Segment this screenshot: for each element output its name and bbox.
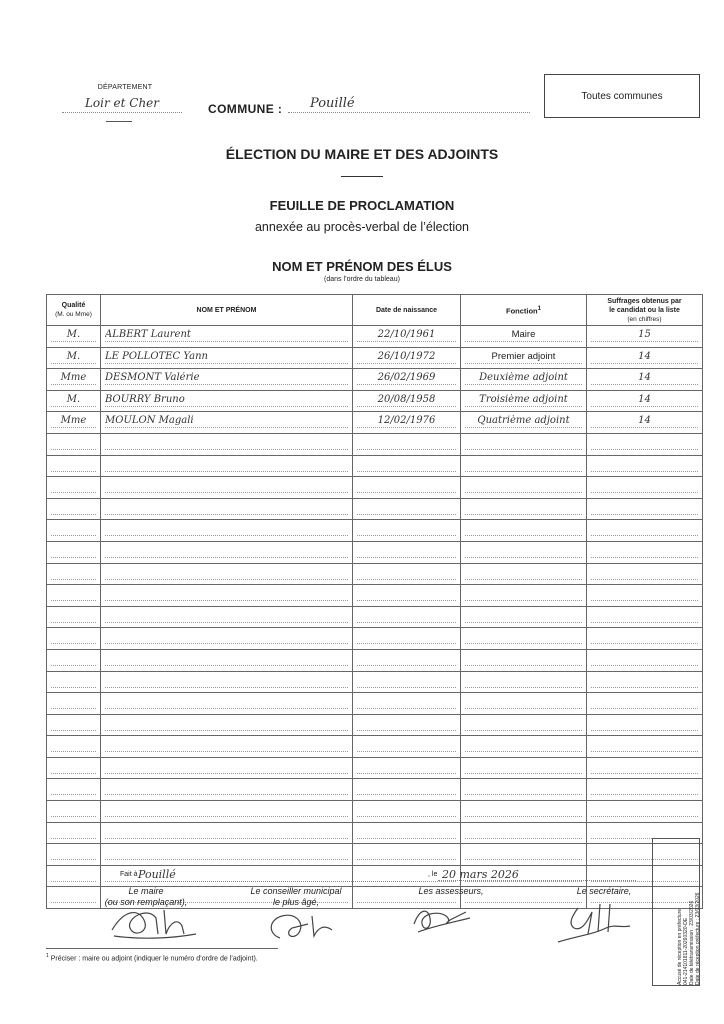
cell-fonction <box>461 455 587 477</box>
cell-nom-value: DESMONT Valérie <box>105 372 348 385</box>
cell-naissance <box>353 606 461 628</box>
cell-suffrages <box>587 606 703 628</box>
table-row <box>47 455 703 477</box>
table-row <box>47 433 703 455</box>
cell-fonction <box>461 477 587 499</box>
cell-nom-value: MOULON Magali <box>105 415 348 428</box>
table-row <box>47 844 703 866</box>
cell-qualite-value: Mme <box>51 415 96 428</box>
fait-place: Pouillé <box>138 868 428 882</box>
cell-nom <box>101 757 353 779</box>
cell-fonction <box>461 412 587 434</box>
cell-qualite <box>47 585 101 607</box>
cell-qualite <box>47 520 101 542</box>
cell-nom <box>101 433 353 455</box>
cell-qualite <box>47 347 101 369</box>
header-naissance: Date de naissance <box>353 295 461 326</box>
departement-value: Loir et Cher <box>62 96 182 113</box>
cell-fonction <box>461 844 587 866</box>
cell-nom <box>101 326 353 348</box>
elus-table <box>46 294 703 909</box>
date-label: , le <box>428 871 438 878</box>
cell-fonction <box>461 541 587 563</box>
cell-suffrages <box>587 369 703 391</box>
cell-nom <box>101 585 353 607</box>
table-row <box>47 606 703 628</box>
cell-fonction <box>461 649 587 671</box>
header-fonction: Fonction$^1$ <box>461 295 587 326</box>
cell-nom <box>101 563 353 585</box>
cell-naissance <box>353 520 461 542</box>
secretaire-label: Le secrétaire, <box>576 886 632 896</box>
cell-naissance-value: 12/02/1976 <box>357 415 456 428</box>
cell-naissance <box>353 326 461 348</box>
cell-fonction <box>461 585 587 607</box>
cell-naissance <box>353 736 461 758</box>
cell-naissance <box>353 412 461 434</box>
cell-qualite-value: M. <box>51 351 96 364</box>
cell-naissance <box>353 563 461 585</box>
table-row <box>47 585 703 607</box>
table-row <box>47 563 703 585</box>
cell-fonction <box>461 736 587 758</box>
cell-qualite <box>47 628 101 650</box>
conseiller-signature <box>262 904 346 946</box>
fait-date: 20 mars 2026 <box>438 868 636 881</box>
cell-qualite <box>47 390 101 412</box>
commune-label: COMMUNE : <box>208 102 283 116</box>
cell-suffrages <box>587 757 703 779</box>
cell-naissance <box>353 757 461 779</box>
reception-stamp <box>652 838 700 986</box>
cell-naissance <box>353 671 461 693</box>
cell-naissance <box>353 779 461 801</box>
cell-nom-value: ALBERT Laurent <box>105 329 348 342</box>
cell-fonction <box>461 326 587 348</box>
cell-fonction <box>461 714 587 736</box>
cell-qualite <box>47 736 101 758</box>
cell-qualite-value: M. <box>51 394 96 407</box>
cell-suffrages <box>587 649 703 671</box>
table-row <box>47 412 703 434</box>
cell-nom <box>101 736 353 758</box>
cell-naissance <box>353 628 461 650</box>
cell-nom <box>101 412 353 434</box>
cell-suffrages <box>587 477 703 499</box>
cell-fonction-value: Deuxième adjoint <box>465 372 582 385</box>
cell-suffrages <box>587 455 703 477</box>
cell-nom <box>101 822 353 844</box>
cell-naissance <box>353 455 461 477</box>
cell-fonction <box>461 498 587 520</box>
cell-nom-value: LE POLLOTEC Yann <box>105 351 348 364</box>
cell-suffrages <box>587 412 703 434</box>
cell-fonction-value: Troisième adjoint <box>465 394 582 407</box>
cell-suffrages-value: 15 <box>591 329 698 342</box>
footnote-divider <box>46 948 278 949</box>
cell-suffrages <box>587 326 703 348</box>
cell-nom <box>101 347 353 369</box>
cell-nom <box>101 671 353 693</box>
cell-nom <box>101 541 353 563</box>
cell-suffrages <box>587 585 703 607</box>
cell-qualite <box>47 714 101 736</box>
assesseurs-signature <box>410 898 474 938</box>
commune-value: Pouillé <box>288 96 530 113</box>
stamp-line: Date de réception préfecture : 23/03/2026 <box>695 892 701 985</box>
table-row <box>47 714 703 736</box>
cell-naissance-value: 26/10/1972 <box>357 351 456 364</box>
cell-qualite <box>47 693 101 715</box>
cell-qualite <box>47 671 101 693</box>
table-row <box>47 822 703 844</box>
cell-nom <box>101 498 353 520</box>
cell-suffrages <box>587 541 703 563</box>
cell-fonction <box>461 801 587 823</box>
footnote: $^1$ Préciser : maire ou adjoint (indiquer le numéro d’ordre de l’adjoint). <box>46 953 258 963</box>
table-row <box>47 649 703 671</box>
cell-fonction <box>461 390 587 412</box>
cell-qualite <box>47 887 101 909</box>
table-row <box>47 477 703 499</box>
cell-qualite-value: M. <box>51 329 96 342</box>
cell-suffrages-value: 14 <box>591 394 698 407</box>
cell-suffrages <box>587 693 703 715</box>
cell-nom <box>101 369 353 391</box>
cell-qualite <box>47 541 101 563</box>
table-body <box>47 326 703 909</box>
proclamation-title: FEUILLE DE PROCLAMATION <box>269 198 455 213</box>
annexe-subtitle: annexée au procès-verbal de l’élection <box>254 220 470 234</box>
cell-nom <box>101 714 353 736</box>
cell-suffrages-value: 14 <box>591 415 698 428</box>
header-suffrages: Suffrages obtenus par le candidat ou la liste (en chiffres) <box>587 295 703 326</box>
ordre-note: (dans l’ordre du tableau) <box>324 276 400 283</box>
cell-naissance <box>353 585 461 607</box>
cell-suffrages <box>587 433 703 455</box>
cell-fonction-value: Quatrième adjoint <box>465 415 582 428</box>
stamp-text <box>677 845 701 985</box>
cell-fonction-value: Premier adjoint <box>465 351 582 364</box>
cell-naissance <box>353 693 461 715</box>
stamp-line: 041-214101811-20260320-DE <box>683 917 689 985</box>
cell-qualite <box>47 865 101 887</box>
cell-fonction <box>461 347 587 369</box>
cell-qualite <box>47 563 101 585</box>
cell-naissance-value: 22/10/1961 <box>357 329 456 342</box>
table-row <box>47 347 703 369</box>
cell-suffrages <box>587 779 703 801</box>
stamp-line: Accusé de réception en préfecture <box>677 908 683 985</box>
cell-qualite <box>47 844 101 866</box>
cell-fonction <box>461 757 587 779</box>
cell-qualite-value: Mme <box>51 372 96 385</box>
cell-fonction <box>461 779 587 801</box>
table-header-row <box>47 295 703 326</box>
cell-naissance <box>353 498 461 520</box>
cell-qualite <box>47 498 101 520</box>
cell-nom <box>101 801 353 823</box>
cell-naissance-value: 26/02/1969 <box>357 372 456 385</box>
cell-fonction <box>461 606 587 628</box>
table-row <box>47 326 703 348</box>
cell-naissance <box>353 369 461 391</box>
cell-naissance <box>353 714 461 736</box>
cell-qualite <box>47 369 101 391</box>
cell-suffrages <box>587 628 703 650</box>
cell-naissance <box>353 390 461 412</box>
cell-fonction <box>461 693 587 715</box>
departement-divider <box>106 121 132 122</box>
conseiller-label: Le conseiller municipal le plus âgé, <box>250 886 342 907</box>
table-row <box>47 520 703 542</box>
cell-nom <box>101 455 353 477</box>
cell-qualite <box>47 779 101 801</box>
cell-qualite <box>47 606 101 628</box>
cell-suffrages <box>587 498 703 520</box>
table-row <box>47 498 703 520</box>
cell-naissance <box>353 649 461 671</box>
cell-qualite <box>47 433 101 455</box>
cell-nom <box>101 649 353 671</box>
table-row <box>47 369 703 391</box>
cell-qualite <box>47 822 101 844</box>
cell-qualite <box>47 801 101 823</box>
cell-qualite <box>47 326 101 348</box>
cell-suffrages <box>587 671 703 693</box>
cell-naissance <box>353 347 461 369</box>
elus-title: NOM ET PRÉNOM DES ÉLUS <box>272 259 452 274</box>
cell-suffrages <box>587 520 703 542</box>
departement-label: DÉPARTEMENT <box>97 84 153 91</box>
header-nom: NOM ET PRÉNOM <box>101 295 353 326</box>
cell-suffrages <box>587 714 703 736</box>
fait-label: Fait à <box>120 871 138 878</box>
election-title: ÉLECTION DU MAIRE ET DES ADJOINTS <box>225 146 499 162</box>
cell-fonction <box>461 671 587 693</box>
cell-qualite <box>47 412 101 434</box>
cell-naissance <box>353 844 461 866</box>
cell-naissance <box>353 801 461 823</box>
title-divider <box>341 176 383 177</box>
table-row <box>47 693 703 715</box>
cell-qualite <box>47 757 101 779</box>
table-row <box>47 628 703 650</box>
cell-nom <box>101 606 353 628</box>
assesseurs-label: Les assesseurs, <box>418 886 484 896</box>
cell-suffrages <box>587 347 703 369</box>
cell-fonction <box>461 520 587 542</box>
cell-nom <box>101 477 353 499</box>
cell-suffrages-value: 14 <box>591 351 698 364</box>
cell-fonction <box>461 369 587 391</box>
table-row <box>47 757 703 779</box>
cell-suffrages <box>587 801 703 823</box>
cell-fonction <box>461 628 587 650</box>
cell-fonction <box>461 563 587 585</box>
header-qualite: Qualité (M. ou Mme) <box>47 295 101 326</box>
cell-suffrages-value: 14 <box>591 372 698 385</box>
cell-fonction <box>461 822 587 844</box>
table-row <box>47 390 703 412</box>
table-row <box>47 671 703 693</box>
toutes-communes-box: Toutes communes <box>544 74 700 118</box>
cell-suffrages <box>587 736 703 758</box>
cell-suffrages <box>587 563 703 585</box>
cell-nom <box>101 693 353 715</box>
cell-nom <box>101 390 353 412</box>
cell-nom <box>101 844 353 866</box>
table-row <box>47 801 703 823</box>
maire-signature <box>104 900 200 944</box>
cell-naissance <box>353 822 461 844</box>
cell-nom <box>101 628 353 650</box>
cell-suffrages <box>587 390 703 412</box>
cell-qualite <box>47 455 101 477</box>
maire-label: Le maire (ou son remplaçant), <box>104 886 188 907</box>
cell-nom <box>101 520 353 542</box>
cell-fonction <box>461 433 587 455</box>
fait-line <box>120 868 640 882</box>
stamp-line: Date de télétransmission : 23/03/2026 <box>689 900 695 985</box>
cell-nom-value: BOURRY Bruno <box>105 394 348 407</box>
cell-qualite <box>47 477 101 499</box>
table-row <box>47 779 703 801</box>
table-row <box>47 736 703 758</box>
cell-naissance <box>353 433 461 455</box>
table-row <box>47 541 703 563</box>
cell-nom <box>101 779 353 801</box>
cell-qualite <box>47 649 101 671</box>
cell-fonction-value: Maire <box>465 329 582 342</box>
cell-naissance <box>353 541 461 563</box>
cell-naissance-value: 20/08/1958 <box>357 394 456 407</box>
cell-naissance <box>353 477 461 499</box>
secretaire-signature <box>548 898 636 944</box>
